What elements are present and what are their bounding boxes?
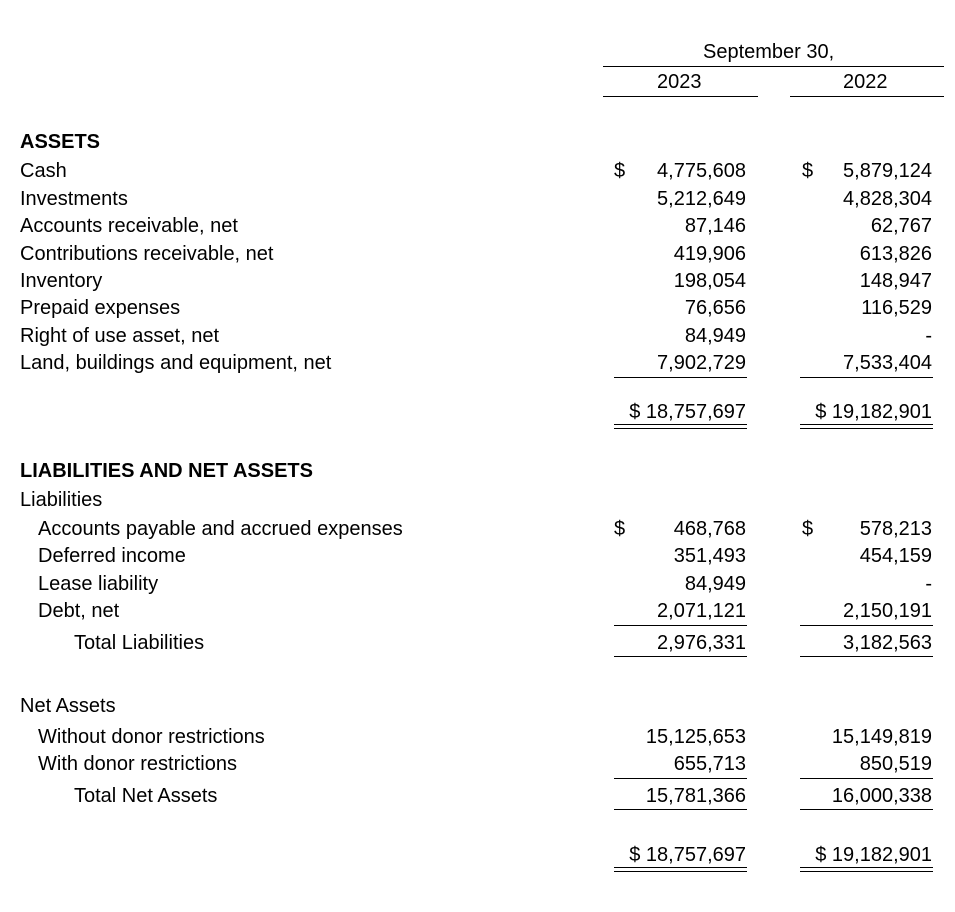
total-assets-2023: $ 18,757,697 [629, 401, 746, 423]
row-label-investments: Investments [20, 188, 128, 210]
prepaid-expenses-2022: 116,529 [861, 297, 932, 319]
inventory-2022: 148,947 [859, 270, 932, 292]
total-net-assets-2023: 15,781,366 [645, 785, 746, 807]
row-label-contributions-receivable: Contributions receivable, net [20, 243, 274, 265]
right-of-use-asset-2023: 84,949 [684, 325, 746, 347]
grand-total-2023: $ 18,757,697 [629, 844, 746, 866]
total-assets-2022: $ 19,182,901 [815, 401, 932, 423]
deferred-income-2022: 454,159 [859, 545, 932, 567]
row-label-without-donor-restrictions: Without donor restrictions [38, 726, 265, 748]
year-2023-header: 2023 [657, 71, 702, 93]
total-rule [614, 809, 747, 810]
double-underline [800, 867, 933, 872]
row-label-right-of-use-asset: Right of use asset, net [20, 325, 220, 347]
inventory-2023: 198,054 [673, 270, 746, 292]
row-label-cash: Cash [20, 160, 67, 182]
land-buildings-equipment-2022: 7,533,404 [843, 352, 932, 374]
deferred-income-2023: 351,493 [673, 545, 746, 567]
lease-liability-2022: - [925, 573, 932, 595]
land-buildings-equipment-2023: 7,902,729 [657, 352, 746, 374]
row-label-with-donor-restrictions: With donor restrictions [38, 753, 237, 775]
accounts-payable-2022: 578,213 [859, 518, 932, 540]
total-liabilities-2022: 3,182,563 [843, 632, 932, 654]
grand-total-2022: $ 19,182,901 [815, 844, 932, 866]
year-2022-rule [790, 96, 944, 97]
row-label-accounts-payable: Accounts payable and accrued expenses [38, 518, 403, 540]
row-label-accounts-receivable: Accounts receivable, net [20, 215, 238, 237]
subtotal-rule [800, 625, 933, 626]
row-label-prepaid-expenses: Prepaid expenses [20, 297, 181, 319]
accounts-receivable-2023: 87,146 [684, 215, 746, 237]
row-label-debt: Debt, net [38, 600, 120, 622]
with-donor-restrictions-2023: 655,713 [673, 753, 746, 775]
currency-symbol: $ [614, 160, 626, 182]
cash-2022: 5,879,124 [843, 160, 932, 182]
assets-heading: ASSETS [20, 131, 101, 153]
subtotal-rule [800, 377, 933, 378]
year-2023-rule [603, 96, 758, 97]
double-underline [800, 424, 933, 429]
liabilities-net-assets-heading: LIABILITIES AND NET ASSETS [20, 460, 313, 482]
investments-2022: 4,828,304 [843, 188, 932, 210]
without-donor-restrictions-2023: 15,125,653 [645, 726, 746, 748]
header-rule [603, 66, 944, 67]
lease-liability-2023: 84,949 [684, 573, 746, 595]
subtotal-rule [800, 778, 933, 779]
subtotal-rule [614, 625, 747, 626]
subtotal-rule [614, 778, 747, 779]
currency-symbol: $ [802, 160, 814, 182]
currency-symbol: $ [614, 518, 626, 540]
debt-2022: 2,150,191 [843, 600, 932, 622]
contributions-receivable-2023: 419,906 [673, 243, 746, 265]
debt-2023: 2,071,121 [657, 600, 746, 622]
accounts-payable-2023: 468,768 [673, 518, 746, 540]
row-label-inventory: Inventory [20, 270, 103, 292]
row-label-deferred-income: Deferred income [38, 545, 186, 567]
period-label: September 30, [703, 41, 835, 63]
row-label-lease-liability: Lease liability [38, 573, 159, 595]
row-label-land-buildings-equipment: Land, buildings and equipment, net [20, 352, 332, 374]
contributions-receivable-2022: 613,826 [859, 243, 932, 265]
total-liabilities-label: Total Liabilities [74, 632, 205, 654]
cash-2023: 4,775,608 [657, 160, 746, 182]
total-rule [614, 656, 747, 657]
investments-2023: 5,212,649 [657, 188, 746, 210]
total-rule [800, 809, 933, 810]
right-of-use-asset-2022: - [925, 325, 932, 347]
net-assets-label: Net Assets [20, 695, 116, 717]
total-net-assets-label: Total Net Assets [74, 785, 218, 807]
double-underline [614, 424, 747, 429]
total-net-assets-2022: 16,000,338 [831, 785, 932, 807]
double-underline [614, 867, 747, 872]
total-rule [800, 656, 933, 657]
currency-symbol: $ [802, 518, 814, 540]
liabilities-label: Liabilities [20, 489, 103, 511]
year-2022-header: 2022 [843, 71, 888, 93]
subtotal-rule [614, 377, 747, 378]
without-donor-restrictions-2022: 15,149,819 [831, 726, 932, 748]
accounts-receivable-2022: 62,767 [870, 215, 932, 237]
total-liabilities-2023: 2,976,331 [657, 632, 746, 654]
with-donor-restrictions-2022: 850,519 [859, 753, 932, 775]
prepaid-expenses-2023: 76,656 [684, 297, 746, 319]
